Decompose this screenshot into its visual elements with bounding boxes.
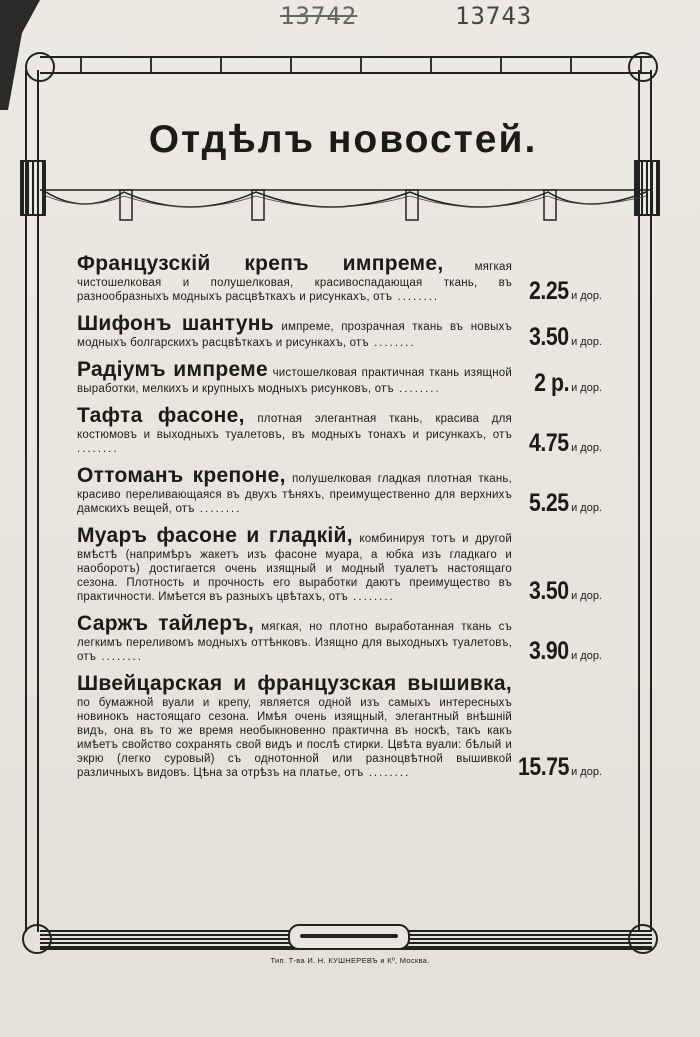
item-description: плотная элегантная ткань, красива для костюмовъ и выходныхъ туалетовъ, въ модныхъ тонахъ и рисункахъ, отъ bbox=[77, 413, 512, 441]
list-item: Оттоманъ крепоне, полушелковая гладкая плотная ткань, красиво переливающаяся въ двухъ тѣняхъ, преимущественно для верхнихъ дамскихъ вещей, отъ ........ 5.25 и дор. bbox=[77, 464, 602, 517]
price-suffix: и дор. bbox=[571, 766, 602, 778]
item-name: Муаръ фасоне и гладкій, bbox=[77, 524, 353, 547]
garland-ornament bbox=[40, 182, 652, 228]
item-name: Шифонъ шантунь bbox=[77, 312, 274, 335]
item-description: полушелковая гладкая плотная ткань, красиво переливающаяся въ двухъ тѣняхъ, преимущественно для верхнихъ дамскихъ вещей, отъ bbox=[77, 473, 512, 515]
item-name: Саржъ тайлеръ, bbox=[77, 612, 255, 635]
price-value: 3.90 bbox=[529, 637, 570, 665]
price bbox=[509, 753, 602, 782]
price bbox=[522, 323, 602, 352]
item-description: комбинируя тотъ и другой вмѣстѣ (напримѣръ жакетъ изъ фасоне муара, а юбка изъ гладкаго и наоборотъ) достигается очень изящный и модный туалетъ настоящаго сезона. Плотность и прочность его выработки даютъ преимущество въ практичности. Имѣется въ разныхъ цвѣтахъ, отъ bbox=[77, 533, 512, 603]
crossed-inventory-number: 13742 bbox=[280, 2, 358, 30]
price-value: 5.25 bbox=[529, 489, 570, 517]
price-value: 3.50 bbox=[529, 323, 570, 351]
frame-top-border bbox=[40, 56, 652, 74]
corner-ornament-top-left bbox=[25, 52, 55, 82]
price-suffix: и дор. bbox=[571, 336, 602, 348]
list-item: Радіумъ импреме чистошелковая практичная ткань изящной выработки, мелкихъ и крупныхъ модныхъ рисунковъ, отъ ........ 2 р. и дор. bbox=[77, 358, 602, 397]
item-name: Оттоманъ крепоне, bbox=[77, 464, 286, 487]
corner-ornament-bottom-right bbox=[628, 924, 658, 954]
list-item: Французскій крепъ импреме, мягкая чистошелковая и полушелковая, красивоспадающая ткань, въ разнообразныхъ модныхъ расцвѣткахъ и рисункахъ, отъ ........ 2.25 и дор. bbox=[77, 252, 602, 305]
item-name: Швейцарская и французская вышивка, bbox=[77, 672, 512, 695]
price-suffix: и дор. bbox=[571, 442, 602, 454]
price bbox=[522, 489, 602, 518]
item-description: по бумажной вуали и крепу, является одной изъ самыхъ интересныхъ новинокъ настоящаго сезона. Имѣя очень изящный, элегантный внѣшній видъ, она въ то же время необыкновенно практична въ носкѣ, такъ какъ имѣетъ свойство сохранять свой видъ и послѣ стирки. Цвѣта вуали: бѣлый и экрю (легко суровый) съ однотонной или разноцвѣтной вышивкой различныхъ видовъ. Цѣна за отрѣзъ на платье, отъ bbox=[77, 697, 512, 779]
corner-ornament-top-right bbox=[628, 52, 658, 82]
list-item: Шифонъ шантунь импреме, прозрачная ткань въ новыхъ модныхъ болгарскихъ расцвѣткахъ и рисункахъ, отъ ........ 3.50 и дор. bbox=[77, 312, 602, 351]
price-value: 4.75 bbox=[529, 429, 570, 457]
price-suffix: и дор. bbox=[571, 382, 602, 394]
item-description: чистошелковая практичная ткань изящной выработки, мелкихъ и крупныхъ модныхъ рисунковъ, отъ bbox=[77, 367, 512, 395]
item-name: Французскій крепъ импреме, bbox=[77, 252, 444, 275]
price-suffix: и дор. bbox=[571, 502, 602, 514]
page-title: Отдѣлъ новостей. bbox=[148, 118, 538, 161]
item-description: мягкая, но плотно выработанная ткань съ легкимъ переливомъ модныхъ оттѣнковъ. Изящно для выходныхъ туалетовъ, отъ bbox=[77, 621, 512, 663]
inventory-number: 13743 bbox=[455, 2, 533, 30]
product-listing bbox=[77, 252, 602, 788]
list-item: Саржъ тайлеръ, мягкая, но плотно выработанная ткань съ легкимъ переливомъ модныхъ оттѣнковъ. Изящно для выходныхъ туалетовъ, отъ ........ 3.90 и дор. bbox=[77, 612, 602, 665]
price bbox=[522, 637, 602, 666]
printer-imprint: Тип. Т-ва И. Н. КУШНЕРЕВЪ и Кº, Москва. bbox=[270, 956, 430, 965]
price-suffix: и дор. bbox=[571, 290, 602, 302]
price-suffix: и дор. bbox=[571, 590, 602, 602]
price-value: 2.25 bbox=[529, 277, 570, 305]
price bbox=[522, 277, 602, 306]
price bbox=[522, 429, 602, 458]
item-name: Тафта фасоне, bbox=[77, 404, 245, 427]
item-description: импреме, прозрачная ткань въ новыхъ модныхъ болгарскихъ расцвѣткахъ и рисункахъ, отъ bbox=[77, 321, 512, 349]
bottom-center-ornament bbox=[288, 924, 410, 950]
price bbox=[528, 369, 602, 398]
list-item: Швейцарская и французская вышивка, по бумажной вуали и крепу, является одной изъ самыхъ интересныхъ новинокъ настоящаго сезона. Имѣя очень изящный, элегантный внѣшній видъ, она въ то же время необыкновенно практична въ носкѣ, такъ какъ имѣетъ свойство сохранять свой видъ и послѣ стирки. Цвѣта вуали: бѣлый и экрю (легко суровый) съ однотонной или разноцвѣтной вышивкой различныхъ видовъ. Цѣна за отрѣзъ на платье, отъ ........ 15.75 и дор. bbox=[77, 672, 602, 781]
list-item: Тафта фасоне, плотная элегантная ткань, красива для костюмовъ и выходныхъ туалетовъ, въ модныхъ тонахъ и рисункахъ, отъ ........ 4.75 и дор. bbox=[77, 404, 602, 457]
price-value: 3.50 bbox=[529, 577, 570, 605]
price bbox=[522, 577, 602, 606]
price-value: 2 р. bbox=[534, 369, 570, 397]
item-description: мягкая чистошелковая и полушелковая, красивоспадающая ткань, въ разнообразныхъ модныхъ расцвѣткахъ и рисункахъ, отъ bbox=[77, 261, 512, 303]
price-suffix: и дор. bbox=[571, 650, 602, 662]
item-name: Радіумъ импреме bbox=[77, 358, 268, 381]
list-item: Муаръ фасоне и гладкій, комбинируя тотъ и другой вмѣстѣ (напримѣръ жакетъ изъ фасоне муара, а юбка изъ гладкаго и наоборотъ) достигается очень изящный и модный туалетъ настоящаго сезона. Плотность и прочность его выработки даютъ преимущество въ практичности. Имѣется въ разныхъ цвѣтахъ, отъ ........ 3.50 и дор. bbox=[77, 524, 602, 605]
corner-ornament-bottom-left bbox=[22, 924, 52, 954]
price-value: 15.75 bbox=[518, 753, 570, 781]
